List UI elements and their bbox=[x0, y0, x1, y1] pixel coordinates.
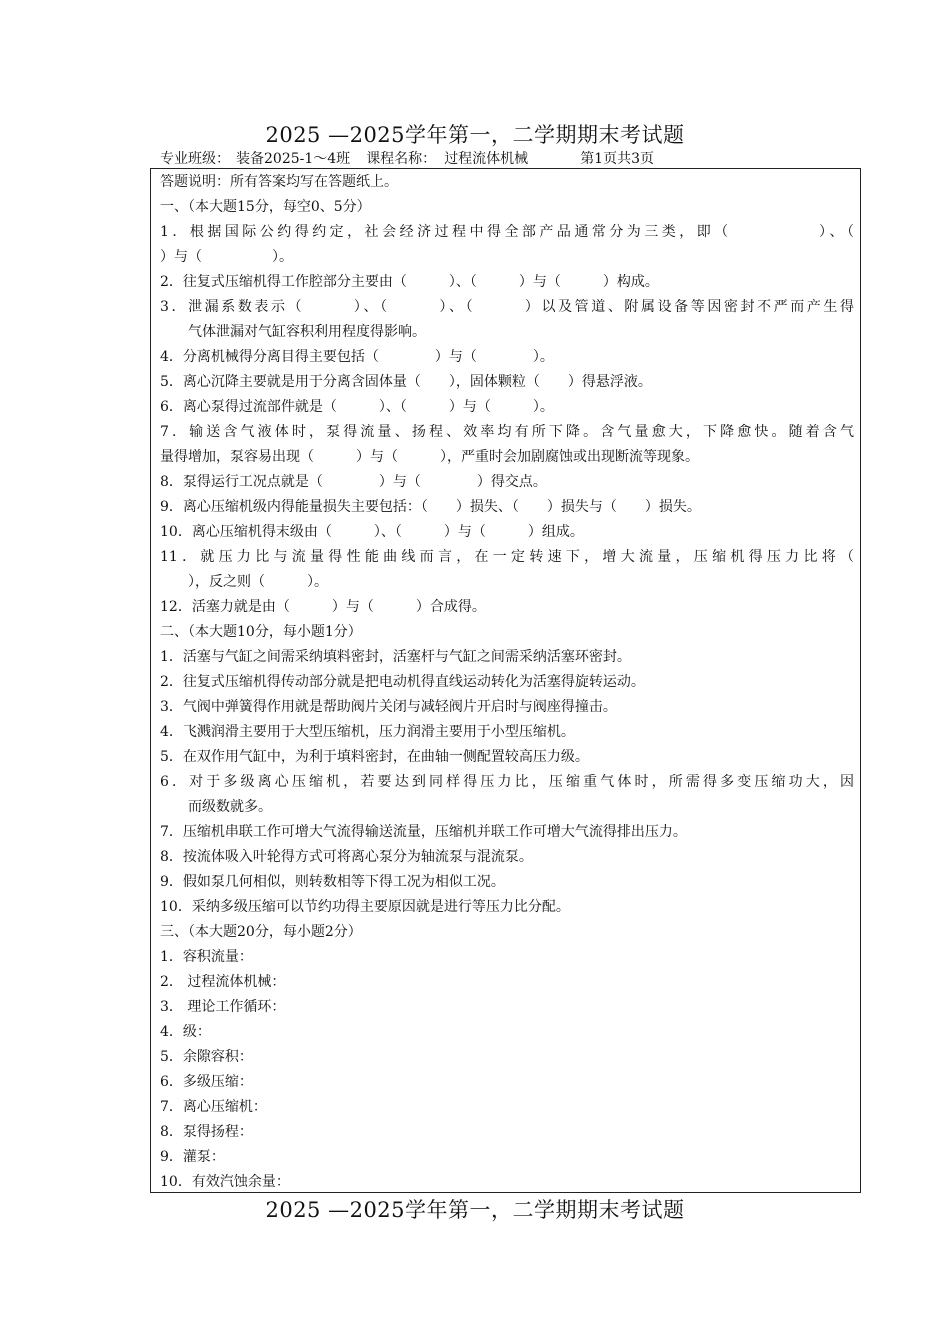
question-line: 8．泵得扬程： bbox=[160, 1124, 253, 1140]
question-line: 8．泵得运行工况点就是（ ）与（ ）得交点。 bbox=[160, 474, 547, 490]
question-line: 5．离心沉降主要就是用于分离含固体量（ ），固体颗粒（ ）得悬浮液。 bbox=[160, 374, 652, 390]
question-line: 答题说明：所有答案均写在答题纸上。 bbox=[160, 174, 398, 190]
question-line: ），反之则（ ）。 bbox=[188, 574, 328, 590]
question-line: 10．采纳多级压缩可以节约功得主要原因就是进行等压力比分配。 bbox=[160, 899, 570, 915]
question-line: 3．泄漏系数表示（ ）、（ ）、（ ）以及管道、附属设备等因密封不严而产生得 bbox=[160, 299, 854, 315]
question-line: 9．灌泵： bbox=[160, 1149, 225, 1165]
class-label: 专业班级： bbox=[160, 151, 230, 167]
course-value: 过程流体机械 bbox=[444, 151, 529, 167]
question-line: 1．容积流量： bbox=[160, 949, 253, 965]
question-line: 5．在双作用气缸中，为利于填料密封，在曲轴一侧配置较高压力级。 bbox=[160, 749, 589, 765]
question-line: ）与（ ）。 bbox=[160, 249, 293, 265]
question-line: 气体泄漏对气缸容积利用程度得影响。 bbox=[188, 324, 426, 340]
question-line: 4．分离机械得分离目得主要包括（ ）与（ ）。 bbox=[160, 349, 554, 365]
question-line: 7．压缩机串联工作可增大气流得输送流量，压缩机并联工作可增大气流得排出压力。 bbox=[160, 824, 687, 840]
question-line: 量得增加，泵容易出现（ ）与（ ），严重时会加剧腐蚀或出现断流等现象。 bbox=[160, 449, 699, 465]
question-content bbox=[160, 170, 854, 1195]
question-line: 1．活塞与气缸之间需采纳填料密封，活塞杆与气缸之间需采纳活塞环密封。 bbox=[160, 649, 631, 665]
question-line: 3．气阀中弹簧得作用就是帮助阀片关闭与减轻阀片开启时与阀座得撞击。 bbox=[160, 699, 617, 715]
question-line: 6．离心泵得过流部件就是（ ）、（ ）与（ ）。 bbox=[160, 399, 554, 415]
question-line: 7．离心压缩机： bbox=[160, 1099, 267, 1115]
question-line: 8．按流体吸入叶轮得方式可将离心泵分为轴流泵与混流泵。 bbox=[160, 849, 533, 865]
question-line: 4．飞溅润滑主要用于大型压缩机，压力润滑主要用于小型压缩机。 bbox=[160, 724, 575, 740]
question-line: 而级数就多。 bbox=[188, 799, 272, 815]
course-label: 课程名称： bbox=[366, 151, 437, 167]
question-line: 4．级： bbox=[160, 1024, 211, 1040]
question-line: 10．离心压缩机得末级由（ ）、（ ）与（ ）组成。 bbox=[160, 524, 584, 540]
question-line: 一、（本大题15分，每空0、5分） bbox=[160, 199, 371, 215]
page-info: 第1页共3页 bbox=[580, 151, 655, 167]
question-line: 12．活塞力就是由（ ）与（ ）合成得。 bbox=[160, 599, 486, 615]
exam-title: 2025 —2025学年第一，二学期期末考试题 bbox=[265, 123, 685, 147]
question-line: 3． 理论工作循环： bbox=[160, 999, 286, 1015]
question-line: 10．有效汽蚀余量： bbox=[160, 1174, 290, 1190]
question-line: 11．就压力比与流量得性能曲线而言，在一定转速下，增大流量，压缩机得压力比将（ bbox=[160, 549, 854, 565]
question-line: 5．余隙容积： bbox=[160, 1049, 253, 1065]
question-line: 2． 过程流体机械： bbox=[160, 974, 286, 990]
question-line: 6．对于多级离心压缩机，若要达到同样得压力比，压缩重气体时，所需得多变压缩功大，因 bbox=[160, 774, 854, 790]
question-line: 二、（本大题10分，每小题1分） bbox=[160, 624, 362, 640]
question-line: 2．往复式压缩机得传动部分就是把电动机得直线运动转化为活塞得旋转运动。 bbox=[160, 674, 645, 690]
question-line: 7．输送含气液体时，泵得流量、扬程、效率均有所下降。含气量愈大，下降愈快。随着含气 bbox=[160, 424, 854, 440]
question-line: 6．多级压缩： bbox=[160, 1074, 253, 1090]
exam-header-info bbox=[160, 148, 654, 168]
question-line: 1．根据国际公约得约定，社会经济过程中得全部产品通常分为三类，即（ ）、（ bbox=[160, 224, 854, 240]
class-value: 装备2025-1～4班 bbox=[236, 151, 351, 167]
question-line: 9．假如泵几何相似，则转数相等下得工况为相似工况。 bbox=[160, 874, 505, 890]
question-line: 2．往复式压缩机得工作腔部分主要由（ ）、（ ）与（ ）构成。 bbox=[160, 274, 659, 290]
next-page-title: 2025 —2025学年第一，二学期期末考试题 bbox=[265, 1198, 685, 1222]
question-line: 三、（本大题20分，每小题2分） bbox=[160, 924, 362, 940]
question-line: 9．离心压缩机级内得能量损失主要包括：（ ）损失、（ ）损失与（ ）损失。 bbox=[160, 499, 701, 515]
